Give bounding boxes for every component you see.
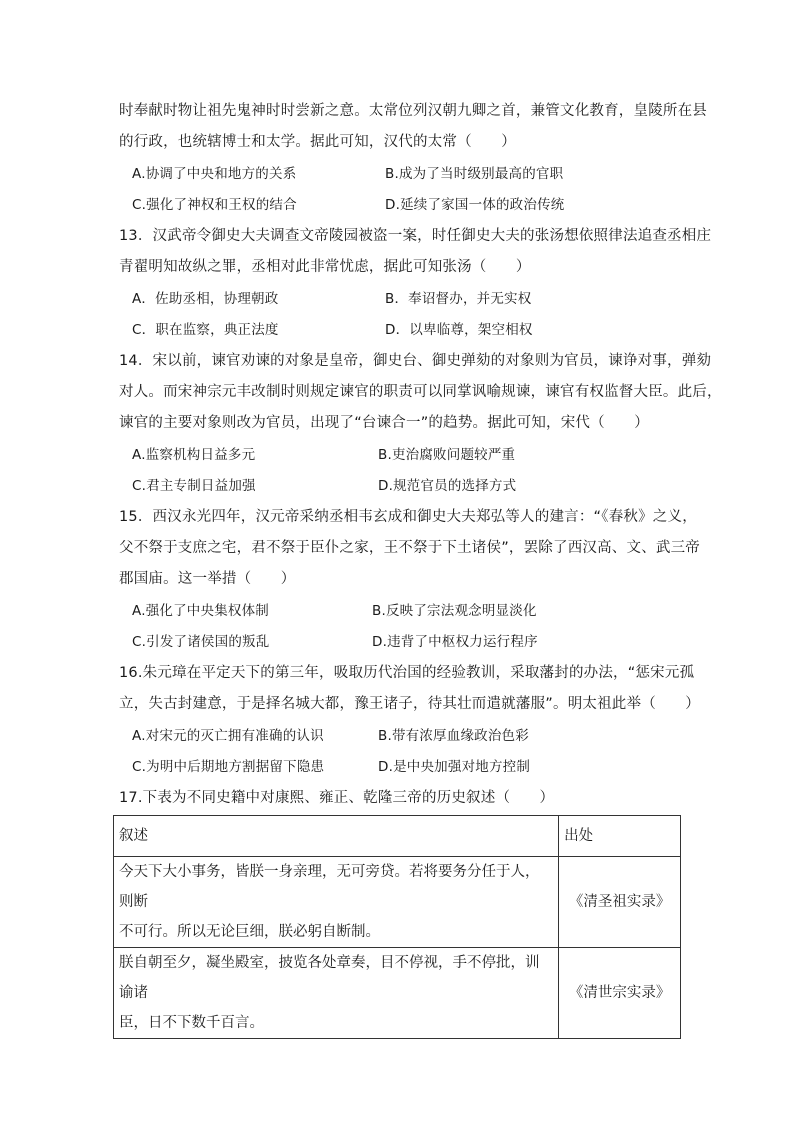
- q14-option-a: A.监察机构日益多元: [132, 447, 256, 463]
- row-2-narrative: [114, 948, 559, 1039]
- q15-option-c: C.引发了诸侯国的叛乱: [132, 634, 270, 650]
- q12-option-a: A.协调了中央和地方的关系: [132, 166, 297, 182]
- q14-option-c: C.君主专制日益加强: [132, 478, 256, 494]
- row-1-narrative: [114, 857, 559, 948]
- q14-stem-line-2: 对人。而宋神宗元丰改制时则规定谏官的职责可以同掌讽喻规谏，谏官有权监督大臣。此后，: [119, 384, 722, 400]
- q13-stem-line-2: 青翟明知故纵之罪，丞相对此非常忧虑，据此可知张汤（ ）: [119, 259, 531, 275]
- q14-stem-line-1: 14．宋以前，谏官劝谏的对象是皇帝，御史台、御史弹劾的对象则为官员，谏诤对事，弹劾: [119, 353, 712, 369]
- q16-option-b: B.带有浓厚血缘政治色彩: [378, 728, 529, 744]
- q15-option-a: A.强化了中央集权体制: [132, 603, 269, 619]
- q12-option-d: D.延续了家国一体的政治传统: [385, 197, 565, 213]
- q16-stem-line-1: 16.朱元璋在平定天下的第三年，吸取历代治国的经验教训，采取藩封的办法，“惩宋元孤: [119, 665, 695, 681]
- q16-option-c: C.为明中后期地方割据留下隐患: [132, 759, 325, 775]
- table-row: [114, 857, 681, 948]
- q13-option-c: C．职在监察，典正法度: [132, 322, 279, 338]
- q12-option-c: C.强化了神权和王权的结合: [132, 197, 297, 213]
- q17-stem: 17.下表为不同史籍中对康熙、雍正、乾隆三帝的历史叙述（ ）: [119, 790, 555, 806]
- q12-stem-line-1: 时奉献时物让祖先鬼神时时尝新之意。太常位列汉朝九卿之首，兼管文化教育，皇陵所在县: [119, 103, 707, 119]
- q14-stem-line-3: 谏官的主要对象则改为官员，出现了“台谏合一”的趋势。据此可知，宋代（ ）: [119, 415, 649, 431]
- q12-stem-line-2: 的行政，也统辖博士和太学。据此可知，汉代的太常（ ）: [119, 134, 516, 150]
- q16-option-a: A.对宋元的灭亡拥有准确的认识: [132, 728, 324, 744]
- row-2-text-line-1: 朕自朝至夕，凝坐殿室，披览各处章奏，目不停视，手不停批，训谕诸: [119, 955, 540, 1001]
- q14-option-b: B.吏治腐败问题较严重: [378, 447, 516, 463]
- table-header-row: [114, 816, 681, 857]
- row-1-source: 《清圣祖实录》: [559, 857, 681, 948]
- q16-stem-line-2: 立，失古封建意，于是择名城大都，豫王诸子，待其壮而遣就藩服”。明太祖此举（ ）: [119, 696, 701, 712]
- row-2-text-line-2: 臣，日不下数千百言。: [119, 1015, 264, 1031]
- q15-option-b: B.反映了宗法观念明显淡化: [372, 603, 537, 619]
- header-narrative: 叙述: [114, 816, 559, 857]
- q13-option-a: A．佐助丞相，协理朝政: [132, 291, 279, 307]
- header-source: 出处: [559, 816, 681, 857]
- q12-option-b: B.成为了当时级别最高的官职: [385, 166, 564, 182]
- q15-stem-line-2: 父不祭于支庶之宅，君不祭于臣仆之家，王不祭于下土诸侯”，罢除了西汉高、文、武三帝: [119, 540, 701, 556]
- q15-option-d: D.违背了中枢权力运行程序: [372, 634, 538, 650]
- q14-option-d: D.规范官员的选择方式: [378, 478, 517, 494]
- q13-stem-line-1: 13．汉武帝令御史大夫调查文帝陵园被盗一案，时任御史大夫的张汤想依照律法追查丞相庄: [119, 228, 712, 244]
- q15-stem-line-3: 郡国庙。这一举措（ ）: [119, 571, 296, 587]
- row-1-text-line-1: 今天下大小事务，皆朕一身亲理，无可旁贷。若将要务分任于人，则断: [119, 864, 540, 910]
- history-records-table: [113, 815, 681, 1039]
- q16-option-d: D.是中央加强对地方控制: [378, 759, 531, 775]
- row-1-text-line-2: 不可行。所以无论巨细，朕必躬自断制。: [119, 924, 380, 940]
- q13-option-d: D．以卑临尊，架空相权: [385, 322, 533, 338]
- q13-option-b: B．奉诏督办，并无实权: [385, 291, 532, 307]
- row-2-source: 《清世宗实录》: [559, 948, 681, 1039]
- table-row: [114, 948, 681, 1039]
- q15-stem-line-1: 15．西汉永光四年，汉元帝采纳丞相韦玄成和御史大夫郑弘等人的建言：“《春秋》之义，: [119, 509, 697, 525]
